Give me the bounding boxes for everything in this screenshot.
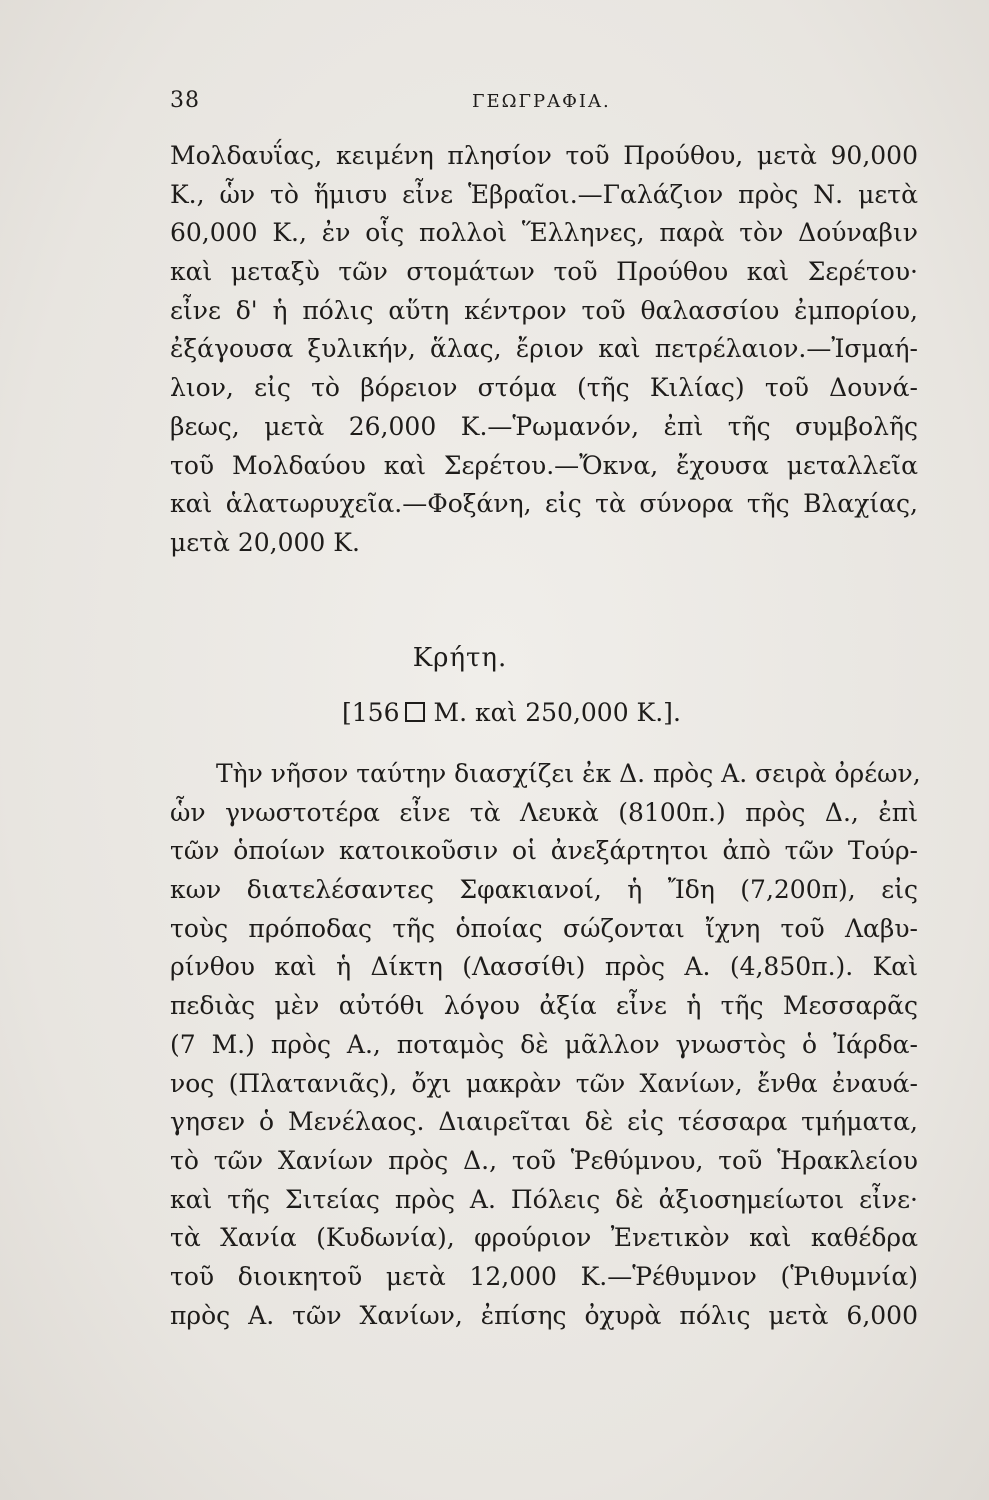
text-line: καὶ μεταξὺ τῶν στομάτων τοῦ Προύθου καὶ Σερέτου·: [170, 257, 918, 287]
text-line: Τὴν νῆσον ταύτην διασχίζει ἐκ Δ. πρὸς Α. σειρὰ ὀρέων,: [216, 759, 921, 788]
text-line: τοῦ διοικητοῦ μετὰ 12,000 Κ.—Ῥέθυμνον (Ῥιθυμνία): [170, 1261, 918, 1291]
text-line: τὰ Χανία (Κυδωνία), φρούριον Ἐνετικὸν καὶ καθέδρα: [170, 1223, 918, 1253]
paragraph-moldavia: [170, 137, 918, 563]
text-line: Μολδαυΐας, κειμένη πλησίον τοῦ Προύθου, μετὰ 90,000: [170, 141, 918, 170]
square-symbol-icon: [405, 702, 425, 722]
text-line: πεδιὰς μὲν αὐτόθι λόγου ἀξία εἶνε ἡ τῆς Μεσσαρᾶς: [170, 991, 918, 1021]
text-line: τῶν ὁποίων κατοικοῦσιν οἱ ἀνεξάρτητοι ἀπὸ τῶν Τούρ-: [170, 836, 918, 866]
text-line: κων διατελέσαντες Σφακιανοί, ἡ Ἴδη (7,200π), εἰς: [170, 875, 918, 905]
stats-open: [156: [342, 698, 400, 727]
text-line: 60,000 Κ., ἐν οἷς πολλοὶ Ἕλληνες, παρὰ τὸν Δούναβιν: [170, 218, 918, 248]
text-line: (7 Μ.) πρὸς Α., ποταμὸς δὲ μᾶλλον γνωστὸς ὁ Ἰάρδα-: [170, 1029, 918, 1059]
text-line: τοῦ Μολδαύου καὶ Σερέτου.—Ὄκνα, ἔχουσα μεταλλεῖα: [170, 450, 918, 480]
text-line: καὶ ἁλατωρυχεῖα.—Φοξάνη, εἰς τὰ σύνορα τῆς Βλαχίας,: [170, 489, 918, 519]
text-line: τὸ τῶν Χανίων πρὸς Δ., τοῦ Ῥεθύμνου, τοῦ Ἡρακλείου: [170, 1145, 918, 1175]
text-line: ἐξάγουσα ξυλικήν, ἅλας, ἔριον καὶ πετρέλαιον.—Ἰσμαή-: [170, 334, 918, 364]
section-stats: [342, 698, 681, 727]
page-header: [170, 88, 930, 118]
paragraph-crete: [170, 755, 921, 1335]
text-line: ρίνθου καὶ ἡ Δίκτη (Λασσίθι) πρὸς Α. (4,850π.). Καὶ: [170, 952, 918, 982]
text-line: μετὰ 20,000 Κ.: [170, 527, 360, 557]
text-line: νος (Πλατανιᾶς), ὄχι μακρὰν τῶν Χανίων, ἔνθα ἐναυά-: [170, 1068, 918, 1098]
running-title: ΓΕΩΓΡΑΦΙΑ.: [472, 91, 611, 112]
text-line: γησεν ὁ Μενέλαος. Διαιρεῖται δὲ εἰς τέσσαρα τμήματα,: [170, 1107, 918, 1137]
text-line: ὧν γνωστοτέρα εἶνε τὰ Λευκὰ (8100π.) πρὸς Δ., ἐπὶ: [170, 797, 918, 827]
text-line: πρὸς Α. τῶν Χανίων, ἐπίσης ὀχυρὰ πόλις μετὰ 6,000: [170, 1300, 918, 1330]
text-line: εἶνε δ' ἡ πόλις αὕτη κέντρον τοῦ θαλασσίου ἐμπορίου,: [170, 295, 918, 325]
stats-rest: Μ. καὶ 250,000 Κ.].: [433, 698, 681, 727]
page-number: 38: [170, 88, 200, 113]
section-heading: Κρήτη.: [412, 643, 508, 673]
text-line: καὶ τῆς Σιτείας πρὸς Α. Πόλεις δὲ ἀξιοσημείωτοι εἶνε·: [170, 1184, 918, 1214]
text-line: βεως, μετὰ 26,000 Κ.—Ῥωμανόν, ἐπὶ τῆς συμβολῆς: [170, 411, 918, 441]
text-line: τοὺς πρόποδας τῆς ὁποίας σώζονται ἴχνη τοῦ Λαβυ-: [170, 913, 918, 943]
text-line: λιον, εἰς τὸ βόρειον στόμα (τῆς Κιλίας) τοῦ Δουνά-: [170, 373, 918, 403]
text-line: Κ., ὧν τὸ ἥμισυ εἶνε Ἑβραῖοι.—Γαλάζιον πρὸς Ν. μετὰ: [170, 179, 918, 209]
